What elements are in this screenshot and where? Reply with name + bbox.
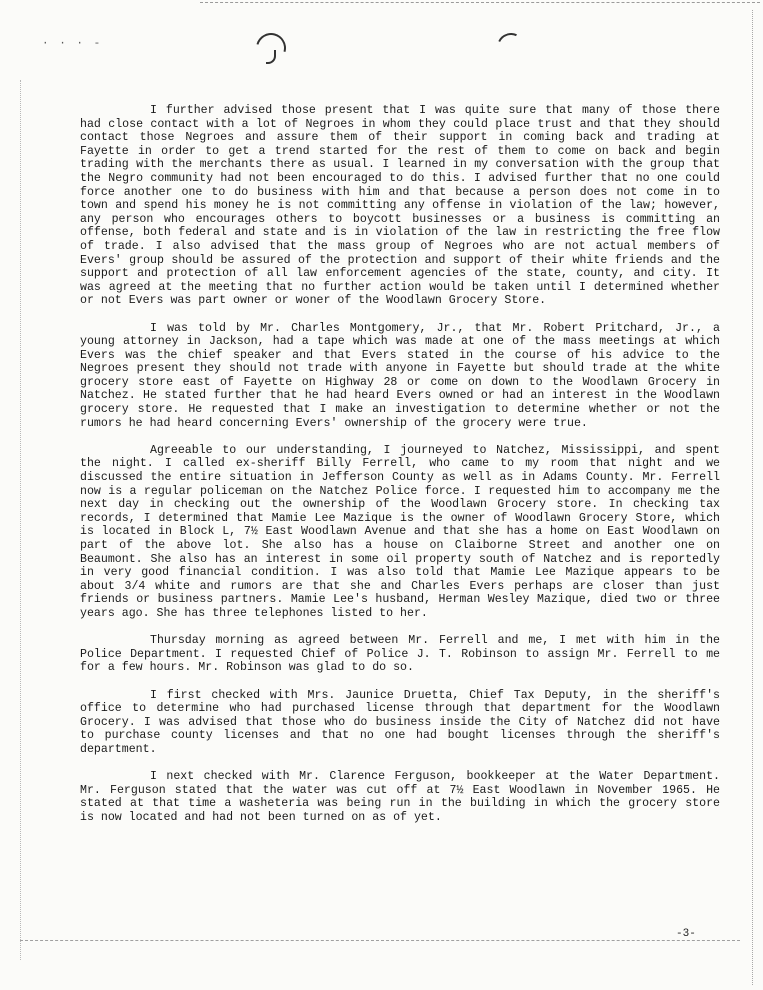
paragraph-5: I first checked with Mrs. Jaunice Druetta, Chief Tax Deputy, in the sheriff's office to determine who had purchased license through that department for the Woodlawn Grocery. I was advised that those who do business inside the City of Natchez did not have to purchase county licenses and that no one had bought licenses through the sheriff's department. xyxy=(80,688,720,756)
page-right-edge xyxy=(752,10,753,985)
paragraph-1: I further advised those present that I was quite sure that many of those there had close contact with a lot of Negroes in whom they could place trust and that they should contact those Negroes and assure them of their support in coming back and trading at Fayette in order to get a trend started for the rest of them to come on back and begin trading with the merchants there as usual. I learned in my conversation with the group that the Negro community had not been encouraged to do this. I advised further that no one could force another one to do business with him and that because a person does not come in to town and spend his money he is not committing any offense in violation of the law; however, any person who encourages others to boycott businesses or a business is committing an offense, both federal and state and is in violation of the law in restricting the free flow of trade. I also advised that the mass group of Negroes who are not actual members of Evers' group should be assured of the protection and support of their white friends and the support and protection of all law enforcement agencies of the state, county, and city. It was agreed at the meeting that no further action would be taken until I determined whether or not Evers was part owner or woner of the Woodlawn Grocery Store. xyxy=(80,104,720,308)
page-top-edge xyxy=(200,2,760,3)
paragraph-3: Agreeable to our understanding, I journeyed to Natchez, Mississippi, and spent the night. I called ex-sheriff Billy Ferrell, who came to my room that night and we discussed the entire situation in Jefferson County as well as in Adams County. Mr. Ferrell now is a regular policeman on the Natchez Police force. I requested him to accompany me the next day in checking out the ownership of the Woodlawn Grocery store. In checking tax records, I determined that Mamie Lee Mazique is the owner of Woodlawn Grocery Store, which is located in Block L, 7½ East Woodlawn Avenue and that she has a home on East Woodlawn on part of the above lot. She also has a house on Claiborne Street and another one on Beaumont. She also has an interest in some oil property south of Natchez and is reportedly in very good financial condition. I was also told that Mamie Lee Mazique appears to be about 3/4 white and rumors are that she and Charles Evers perhaps are closer than just friends or business partners. Mamie Lee's husband, Herman Wesley Mazique, died two or three years ago. She has three telephones listed to her. xyxy=(80,443,720,620)
paragraph-4: Thursday morning as agreed between Mr. Ferrell and me, I met with him in the Police Department. I requested Chief of Police J. T. Robinson to assign Mr. Ferrell to me for a few hours. Mr. Robinson was glad to do so. xyxy=(80,634,720,675)
page-bottom-edge xyxy=(20,940,740,941)
page-left-edge xyxy=(20,80,21,960)
document-body xyxy=(80,104,720,838)
paragraph-6: I next checked with Mr. Clarence Ferguson, bookkeeper at the Water Department. Mr. Ferguson stated that the water was cut off at 7½ East Woodlawn in November 1965. He stated at that time a washeteria was being run in the building in which the grocery store is now located and had not been turned on as of yet. xyxy=(80,770,720,824)
margin-marks: · · · - xyxy=(42,38,103,50)
punch-hole-right xyxy=(493,29,529,65)
paragraph-2: I was told by Mr. Charles Montgomery, Jr., that Mr. Robert Pritchard, Jr., a young attorney in Jackson, had a tape which was made at one of the mass meetings at which Evers was the chief speaker and that Evers stated in the course of his advice to the Negroes present they should not trade with anyone in Fayette but should trade at the white grocery store east of Fayette on Highway 28 or come on down to the Woodlawn Grocery in Natchez. He stated further that he had heard Evers owned or had an interest in the Woodlawn grocery store. He requested that I make an investigation to determine whether or not the rumors he had heard concerning Evers' ownership of the grocery were true. xyxy=(80,321,720,430)
page-number: -3- xyxy=(676,928,696,940)
